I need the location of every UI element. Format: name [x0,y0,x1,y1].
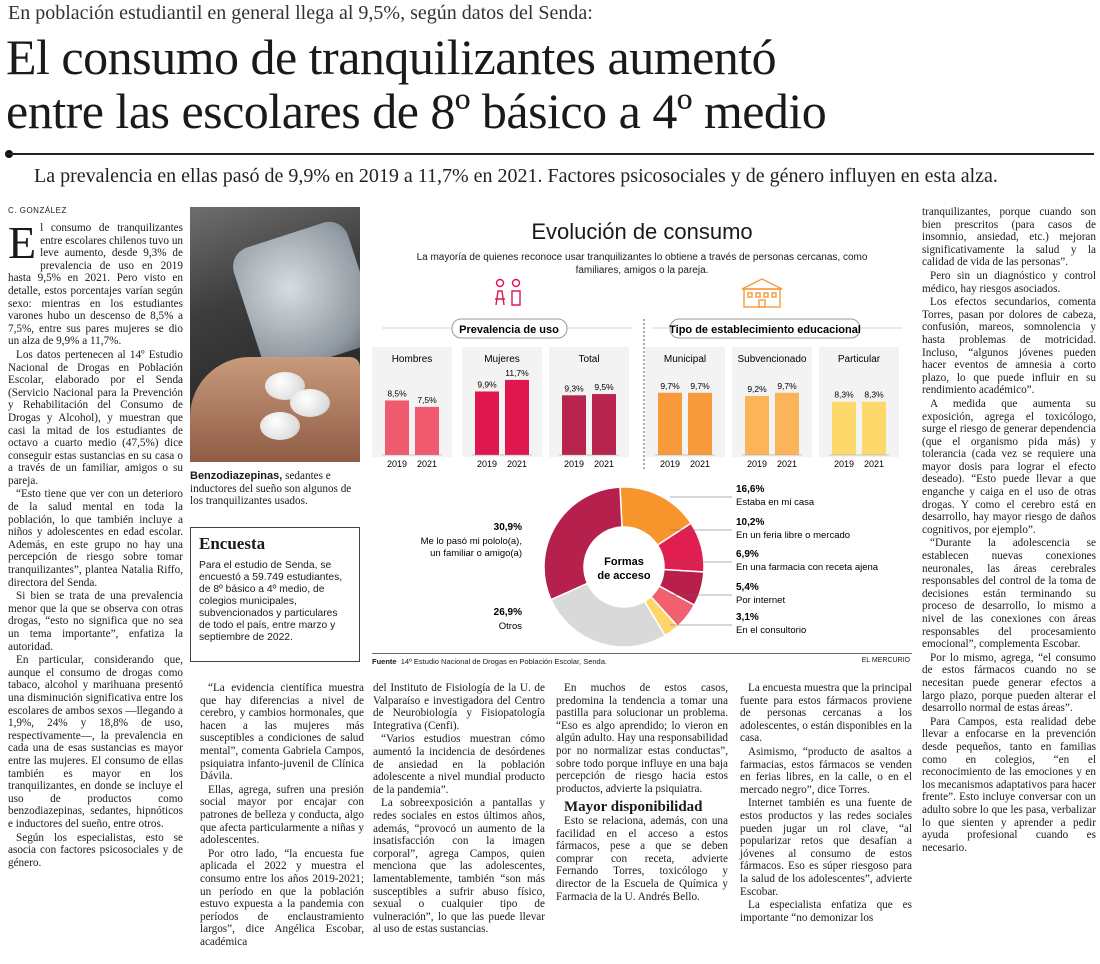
group-label: Municipal [663,354,707,365]
bar-value-label: 8,5% [387,388,407,399]
bar-value-label: 9,7% [777,380,797,391]
bar [505,380,529,455]
column-3-para: del Instituto de Fisiología de la U. de Valparaíso e investigadora del Centro de Neurobiología y Fisiopatología Integrativa (Cenfi). [373,682,545,732]
bar-value-label: 9,9% [477,379,497,390]
bar [832,402,856,455]
kicker: En población estudiantil en general llega al 9,5%, según datos del Senda: [8,2,593,24]
column-1-para-1: El consumo de tranquilizantes entre escolares chilenos tuvo un leve aumento, desde 9,3% de prevalencia de uso en 2019 hasta 9,5% en 2021. Pero visto en detalle, estos porcentajes varían según sexo: mientras en los estudiantes varones hubo un descenso de 8,5% a 7,5%, entre sus pares mujeres se dio un alza de 9,9% a 11,7%. [8,217,184,348]
bar-value-label: 9,7% [690,380,710,391]
column-1-para: Si bien se trata de una prevalencia menor que la que se observa con otras drogas, “esto no significa que no sea un tema importante”, enfatiza la autoridad. [8,590,183,653]
headline-rule [6,153,1094,155]
pie-value-label: 6,9% [736,549,759,560]
pie-slice-label: Estaba en mi casa [736,497,815,508]
year-label: 2021 [689,459,711,469]
pie-slice-label: Por internet [736,595,786,606]
group-label: Mujeres [484,354,520,365]
group-label: Total [578,354,600,365]
column-4-para: En muchos de estos casos, predomina la tendencia a tomar una pastilla para solucionar un problema. “Eso es algo aprendido; lo vieron en algún adulto. Hay una responsabilidad por no normalizar estas conductas”, sobre todo porque influye en una baja percepción de riesgo hacia estos productos, advierte la psiquiatra. [556,682,728,795]
year-label: 2021 [506,459,528,469]
survey-text: Para el estudio de Senda, se encuestó a 59.749 estudiantes, de 8º básico a 4º medio, de colegios municipales, subvencionados y particulares de todo el país, entre marzo y septiembre de 2022. [199,560,343,643]
column-3 [373,682,545,937]
pie-slice-label: Otros [498,621,522,632]
column-3-para: “Varios estudios muestran cómo aumentó la incidencia de desórdenes de ansiedad en la población adolescente a nivel mundial producto de la pandemia”. [373,733,545,796]
column-2 [200,682,364,949]
bar-value-label: 9,2% [747,383,767,394]
column-6-para: Por lo mismo, agrega, “el consumo de estos fármacos cuando no se necesitan puede generar efectos a largo plazo, porque pueden alterar el desarrollo normal de estas áreas”. [922,651,1096,715]
pill-bottle [228,217,360,378]
column-6-para: Los efectos secundarios, comenta Torres, pasan por dolores de cabeza, confusión, mareos, somnolencia y hasta problemas de motricidad. Incluso, “algunos jóvenes pueden hacer eventos de amnesia a corto plazo, lo que puede influir en su rendimiento académico”. [922,296,1096,397]
column-6-para: Para Campos, esta realidad debe llevar a enfocarse en la prevención desde pequeños, tanto en familias como en colegios, “en el reconocimiento de las emociones y en los mecanismos adaptativos para hacer frente”. Esto incluye conversar con un adulto sobre lo que les pasa, verbalizar lo que sienten y aprender a pedir ayuda profesional cuando es necesario. [922,715,1096,854]
pie-slice-label: En un feria libre o mercado [736,530,851,541]
pie-slice-label: un familiar o amigo(a) [430,548,522,559]
column-5-para: La encuesta muestra que la principal fuente para estos fármacos proviene de personas cercanas a los adolescentes, o están disponibles en la casa. [740,682,912,745]
bar [385,400,409,455]
bar [745,396,769,455]
year-label: 2019 [746,459,768,469]
bar-value-label: 8,3% [834,389,854,400]
group-label: Subvencionado [737,354,807,365]
bar [862,402,886,455]
column-5-para: Internet también es una fuente de estos productos y las redes sociales pueden jugar un rol clave, “al popularizar retos que desafían a jóvenes al consumo de estos fármacos. Eso es súper riesgoso para la salud de los adolescentes”, advierte Escobar. [740,797,912,898]
column-2-para: Por otro lado, “la encuesta fue aplicada el 2022 y muestra el consumo entre los años 2019-2021; un período en que la población estuvo expuesta a la pandemia con períodos de enclaustramiento largos”, dice Angélica Escobar, académica [200,847,364,948]
infographic-subtitle: La mayoría de quienes reconoce usar tranquilizantes lo obtiene a través de personas cercanas, como familiares, amigos o la pareja. [416,252,868,276]
bar [775,393,799,455]
year-label: 2019 [833,459,855,469]
survey-title: Encuesta [199,534,266,553]
pie-value-label: 30,9% [493,522,522,533]
bar [688,393,712,455]
pill [260,412,300,440]
group-label: Hombres [391,354,433,365]
year-label: 2019 [659,459,681,469]
infographic-source-rule [372,653,912,654]
column-2-para: “La evidencia científica muestra que hay diferencias a nivel de cerebro, y cambios hormonales, que hacen a las mujeres más susceptibles a condiciones de salud mental”, comenta Gabriela Campos, psiquiatra infanto-juvenil de Clínica Dávila. [200,682,364,783]
column-5-para: La especialista enfatiza que es importante “no demonizar los [740,899,912,924]
pie-value-label: 26,9% [493,607,522,618]
column-4 [556,682,728,904]
column-4-para: Esto se relaciona, además, con una facilidad en el acceso a estos fármacos, pese a que se deben comprar con receta, advierte Fernando Torres, toxicólogo y director de la Escuela de Química y Farmacia de la U. Andrés Bello. [556,814,728,903]
bar [658,393,682,455]
infographic-chart [372,207,912,652]
bar [592,394,616,455]
column-5 [740,682,912,925]
bar-value-label: 9,7% [660,380,680,391]
bar-value-label: 8,3% [864,389,884,400]
bar-value-label: 7,5% [417,394,437,405]
pie-value-label: 5,4% [736,582,759,593]
pie-title: Formas [604,556,644,568]
pie-value-label: 3,1% [736,612,759,623]
headline [6,30,1096,138]
column-2-para: Ellas, agrega, sufren una presión social mayor por encajar con patrones de belleza y conducta, algo que afecta particularmente a niñas y adolescentes. [200,783,364,847]
column-1-para: Los datos pertenecen al 14º Estudio Nacional de Drogas en Población Escolar, elaborado por el Senda (Servicio Nacional para la Prevención y Rehabilitación del Consumo de Drogas y Alcohol), y muestran que casi la mitad de los estudiantes de octavo a cuarto medio (47,5%) dice conseguir estas sustancias en su casa o a través de un familiar, amigos o su pareja. [8,348,183,487]
pie-title: de acceso [597,570,651,582]
year-label: 2019 [386,459,408,469]
caption-text: sedantes e inductores del sueño son algunos de los tranquilizantes usados. [190,470,352,508]
headline-line-2: entre las escolares de 8º básico a 4º medio [6,83,827,139]
female-male-icon [495,280,520,306]
year-label: 2021 [776,459,798,469]
column-1-para: “Esto tiene que ver con un deterioro de la salud mental en toda la población, lo que también incluye a niños y adolescentes en edad escolar. Además, en este grupo no hay una percepción de riesgo sobre tomar tranquilizantes”, plantea Natalia Riffo, directora del Senda. [8,488,183,589]
survey-box [190,527,360,662]
column-6-para: A medida que aumenta su exposición, agrega el toxicólogo, surge el riesgo de generar dependencia (que el organismo pida más) y tolerancia (cada vez se requiere una mayor dosis para lograr el efecto deseado). “Esto puede llevar a que enganche y caiga en el uso de otras drogas. Y como el cerebro está en desarrollo, hay mayor riesgo de daños cognitivos, por ejemplo”. [922,397,1096,536]
year-label: 2021 [593,459,615,469]
bar [415,407,439,455]
column-6-para: tranquilizantes, porque cuando son bien prescritos (para casos de insomnio, ansiedad, etc.) mejoran significativamente la salud y la calidad de vida de las personas”. [922,206,1096,269]
bar-value-label: 11,7% [505,367,529,378]
caption-bold: Benzodiazepinas, [190,470,283,482]
column-6 [922,206,1096,855]
column-1-para: Según los especialistas, esto se asocia con factores psicosociales y de género. [8,831,183,869]
infographic [372,207,912,672]
column-1 [8,217,184,870]
infographic-source: Fuente 14º Estudio Nacional de Drogas en Población Escolar, Senda. [372,657,607,666]
pie-slice-label: En una farmacia con receta ajena [736,562,879,573]
year-label: 2021 [863,459,885,469]
school-building-icon [742,279,782,307]
pie-slice-label: En el consultorio [736,625,807,636]
column-4-subhead: Mayor disponibilidad [564,799,703,816]
bar [562,395,586,455]
bar-value-label: 9,5% [594,382,614,393]
bar-value-label: 9,3% [564,383,584,394]
column-6-para: Pero sin un diagnóstico y control médico, hay riesgos asociados. [922,269,1096,295]
pills-photo [190,207,360,462]
infographic-title: Evolución de consumo [531,219,753,244]
column-6-para: “Durante la adolescencia se establecen nuevas conexiones neuronales, las áreas cerebrales responsables del control de la toma de decisiones están terminando su proceso de desarrollo, lo mismo a nivel de las conexiones con áreas responsables del procesamiento emocional”, complementa Escobar. [922,537,1096,651]
year-label: 2021 [416,459,438,469]
section-prevalencia: Prevalencia de uso [459,324,559,336]
bar [475,391,499,455]
column-5-para: Asimismo, “producto de asaltos a farmacias, estos fármacos se venden en ferias libres, en la calle, o en el mercado negro”, dice Torres. [740,745,912,796]
group-label: Particular [837,354,881,365]
year-label: 2019 [476,459,498,469]
column-1-para: En particular, considerando que, aunque el consumo de drogas como tabaco, alcohol y marihuana presentó una disminución significativa entre los escolares de ambos sexos —llegando a 1,9%, 24% y 18,8% de uso, respectivamente—, la prevalencia en cada una de esas sustancias es mayor entre las mujeres. El consumo de ellas también es mayor en los tranquilizantes, en donde se incluye el uso de productos como benzodiazepinas, sedantes, hipnóticos e inductores del sueño, entre otros. [8,654,183,830]
headline-line-1: El consumo de tranquilizantes aumentó [6,29,777,85]
pie-value-label: 16,6% [736,484,765,495]
column-3-para: La sobreexposición a pantallas y redes sociales en estos últimos años, además, “provocó un aumento de la insatisfacción con la imagen corporal”, agrega Campos, quien menciona que las adolescentes, lamentablemente, también “son más susceptibles a sufrir abuso físico, sexual o cualquier tipo de vulneración”, lo que las puede llevar al uso de estas sustancias. [373,797,545,936]
pie-value-label: 10,2% [736,517,765,528]
dropcap: E [8,217,37,268]
pill [290,389,330,417]
photo-caption [190,470,360,508]
infographic-credit: EL MERCURIO [861,657,910,664]
pie-slice-label: Me lo pasó mi pololo(a), [420,536,522,547]
deck: La prevalencia en ellas pasó de 9,9% en 2019 a 11,7% en 2021. Factores psicosociales y de género influyen en esta alza. [34,165,998,187]
year-label: 2019 [563,459,585,469]
byline: C. GONZÁLEZ [8,206,67,215]
section-tipo: Tipo de establecimiento educacional [669,324,861,336]
